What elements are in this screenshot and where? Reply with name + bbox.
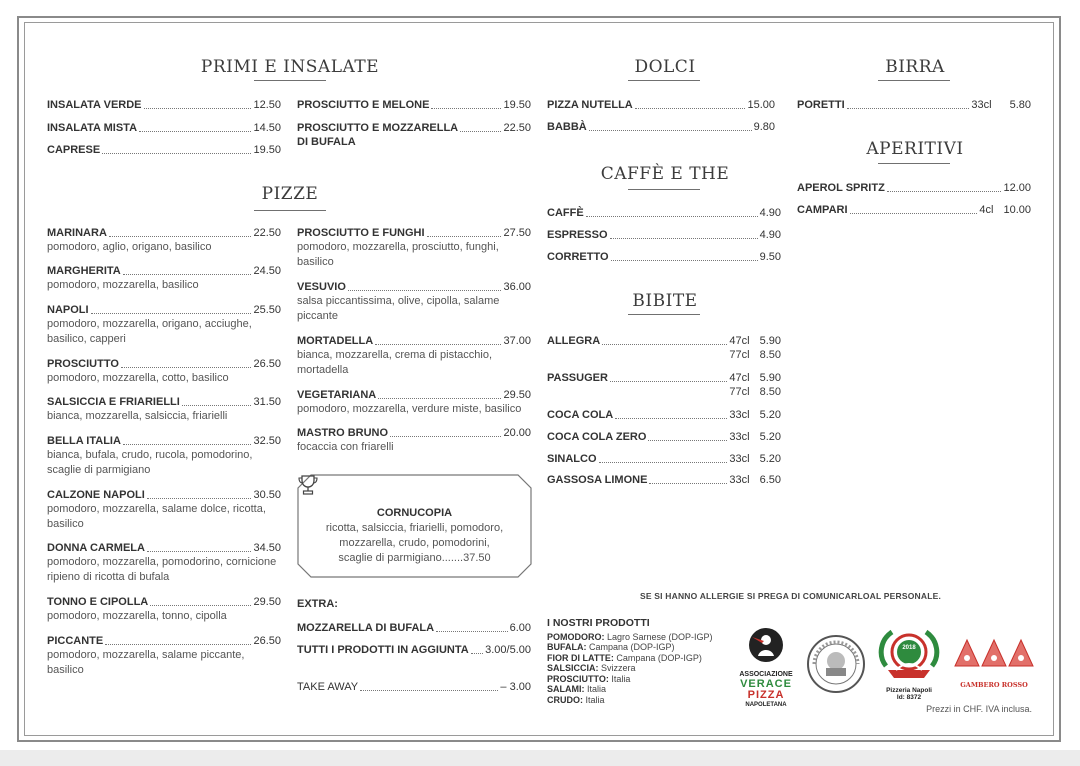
avpn-text: VERACE — [740, 678, 792, 690]
menu-item: APEROL SPRITZ 12.00 — [797, 182, 1031, 194]
product-line: SALAMI: Italia — [547, 684, 607, 694]
menu-item: CAMPARI 4cl 10.00 — [797, 204, 1031, 216]
menu-item: CALZONE NAPOLI 30.50 pomodoro, mozzarella, salame dolce, ricotta, basilico — [47, 489, 281, 530]
product-line: BUFALA: Campana (DOP-IGP) — [547, 642, 675, 652]
section-title-birra: BIRRA — [885, 57, 945, 77]
menu-item: ALLEGRA 47cl 5.90 77cl 8.50 — [547, 335, 781, 361]
seal-icon — [806, 634, 866, 694]
allergy-note: SE SI HANNO ALLERGIE SI PREGA DI COMUNICARLOAL PERSONALE. — [640, 591, 942, 601]
products-heading: I NOSTRI PRODOTTI — [547, 617, 650, 629]
menu-item: INSALATA VERDE 12.50 — [47, 99, 281, 111]
menu-item: VESUVIO 36.00 salsa piccantissima, olive, cipolla, salame piccante — [297, 281, 531, 322]
menu-item: PROSCIUTTO E MELONE 19.50 — [297, 99, 531, 111]
section-title-primi: PRIMI E INSALATE — [200, 57, 380, 77]
menu-item: BELLA ITALIA 32.50 bianca, bufala, crudo, rucola, pomodorino, scaglie di parmigiano — [47, 435, 281, 476]
menu-item: PICCANTE 26.50 pomodoro, mozzarella, salame piccante, basilico — [47, 635, 281, 676]
menu-item: PROSCIUTTO 26.50 pomodoro, mozzarella, cotto, basilico — [47, 358, 281, 384]
menu-item: CAPRESE 19.50 — [47, 144, 281, 156]
menu-item: DONNA CARMELA 34.50 pomodoro, mozzarella, pomodorino, cornicione ripieno di ricotta di bufala — [47, 542, 281, 583]
award-name: Pizzeria Napoli — [886, 687, 932, 694]
menu-item: ESPRESSO 4.90 — [547, 229, 781, 241]
menu-item: TAKE AWAY – 3.00 — [297, 681, 531, 693]
extra-label: EXTRA: — [297, 598, 338, 610]
pizza-slices-icon — [953, 636, 1035, 670]
section-title-dolci: DOLCI — [634, 57, 696, 77]
menu-item: GASSOSA LIMONE 33cl 6.50 — [547, 474, 781, 486]
menu-item: SINALCO 33cl 5.20 — [547, 453, 781, 465]
menu-item: PROSCIUTTO E FUNGHI 27.50 pomodoro, mozzarella, prosciutto, funghi, basilico — [297, 227, 531, 268]
cornucopia-desc: mozzarella, crudo, pomodorini, — [339, 537, 490, 549]
award-wreath-icon — [874, 626, 944, 682]
trophy-icon — [297, 474, 319, 496]
menu-item: SALSICCIA E FRIARIELLI 31.50 bianca, mozzarella, salsiccia, friarielli — [47, 396, 281, 422]
section-rule — [628, 80, 700, 81]
menu-item: NAPOLI 25.50 pomodoro, mozzarella, origano, acciughe, basilico, capperi — [47, 304, 281, 345]
menu-item: MARINARA 22.50 pomodoro, aglio, origano, basilico — [47, 227, 281, 253]
section-rule — [878, 80, 950, 81]
menu-item: INSALATA MISTA 14.50 — [47, 122, 281, 134]
section-rule — [628, 314, 700, 315]
pizzaiolo-icon — [738, 626, 794, 666]
product-line: CRUDO: Italia — [547, 694, 605, 705]
section-rule — [628, 189, 700, 190]
menu-item: TONNO E CIPOLLA 29.50 pomodoro, mozzarella, tonno, cipolla — [47, 596, 281, 622]
menu-item: TUTTI I PRODOTTI IN AGGIUNTA 3.00/5.00 — [297, 644, 531, 656]
section-title-aperitivi: APERITIVI — [866, 139, 964, 159]
cornucopia-box — [297, 474, 532, 578]
menu-item: MORTADELLA 37.00 bianca, mozzarella, crema di pistacchio, mortadella — [297, 335, 531, 376]
avpn-text: NAPOLETANA — [745, 702, 787, 708]
menu-item: VEGETARIANA 29.50 pomodoro, mozzarella, verdure miste, basilico — [297, 389, 531, 415]
seal-logo — [806, 634, 866, 699]
menu-item: CAFFÈ 4.90 — [547, 207, 781, 219]
menu-item: COCA COLA ZERO 33cl 5.20 — [547, 431, 781, 443]
menu-item: PASSUGER 47cl 5.90 77cl 8.50 — [547, 372, 781, 398]
cornucopia-desc: scaglie di parmigiano.......37.50 — [338, 552, 491, 564]
menu-item: PORETTI 33cl 5.80 — [797, 99, 1031, 111]
menu-item: PIZZA NUTELLA 15.00 — [547, 99, 775, 111]
award-id: Id: 8372 — [896, 694, 922, 701]
avpn-text: PIZZA — [747, 689, 785, 701]
product-line: SALSICCIA: Svizzera — [547, 663, 636, 673]
menu-item: MOZZARELLA DI BUFALA 6.00 — [297, 622, 531, 634]
section-title-pizze: PIZZE — [261, 184, 319, 204]
cornucopia-desc: ricotta, salsiccia, friarielli, pomodoro, — [325, 522, 504, 534]
menu-item: MARGHERITA 24.50 pomodoro, mozzarella, basilico — [47, 265, 281, 291]
avpn-text: ASSOCIAZIONE — [739, 671, 793, 678]
menu-item: PROSCIUTTO E MOZZARELLA 22.50 DI BUFALA — [297, 122, 531, 148]
section-title-bibite: BIBITE — [632, 291, 698, 311]
product-line: FIOR DI LATTE: Campana (DOP-IGP) — [547, 652, 702, 663]
section-rule — [878, 163, 950, 164]
award-year: 2018 — [902, 645, 916, 651]
section-rule — [254, 80, 326, 81]
product-line: PROSCIUTTO: Italia — [547, 673, 631, 684]
award-logo — [874, 626, 944, 701]
menu-item: COCA COLA 33cl 5.20 — [547, 409, 781, 421]
cornucopia-title: CORNUCOPIA — [376, 507, 453, 519]
gambero-text: GAMBERO ROSSO — [960, 681, 1028, 689]
avpn-logo — [738, 626, 794, 710]
prices-note: Prezzi in CHF. IVA inclusa. — [926, 704, 1032, 714]
menu-item: MASTRO BRUNO 20.00 focaccia con friarelli — [297, 427, 531, 453]
section-rule — [254, 210, 326, 211]
products-list — [547, 618, 747, 705]
section-title-caffe: CAFFÈ E THE — [600, 164, 730, 184]
gambero-rosso-logo — [953, 636, 1035, 689]
product-line: POMODORO: Lagro Sarnese (DOP-IGP) — [547, 631, 713, 642]
menu-item: CORRETTO 9.50 — [547, 251, 781, 263]
menu-item: BABBÀ 9.80 — [547, 121, 775, 133]
